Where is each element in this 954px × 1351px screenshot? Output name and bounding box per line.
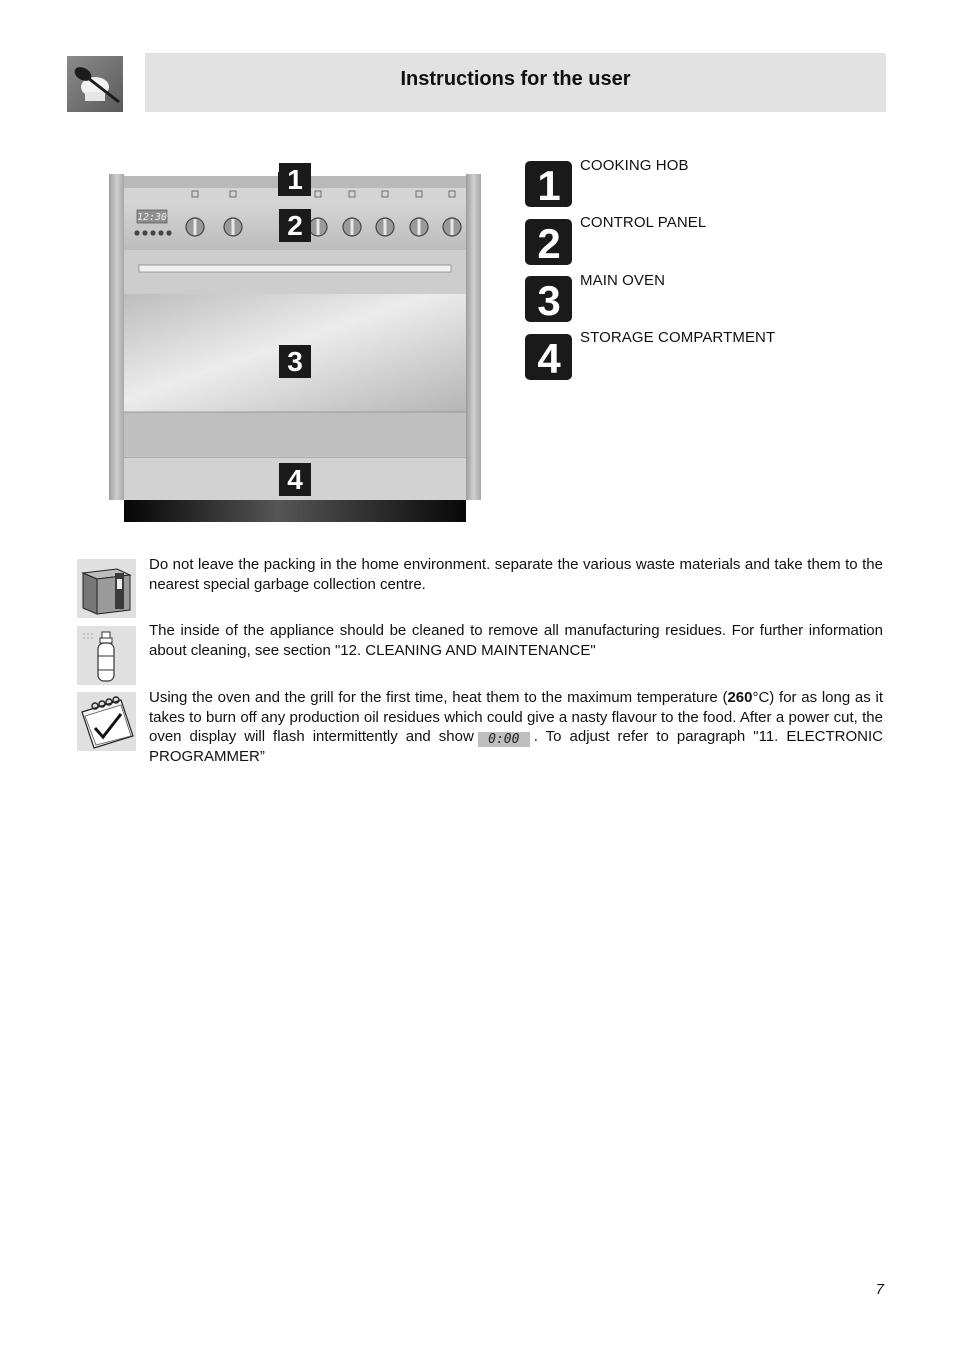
note-first-use-part-2: °C) for as long as it takes to burn off any production oil residues which could give a nasty flavour to the food. After a power cut, the oven display will flash intermittently and show	[149, 689, 883, 745]
legend-badge-2	[525, 219, 572, 265]
note-cleaning: The inside of the appliance should be cleaned to remove all manufacturing residues. For further information about cleaning, see section "12. CLEANING AND MAINTENANCE"	[149, 622, 883, 659]
legend-label-cooking-hob: COOKING HOB	[580, 157, 689, 174]
display-value: 0:00	[478, 732, 530, 747]
legend-number-3: 3	[537, 277, 561, 322]
cleaner-spray-icon	[77, 626, 136, 685]
note-first-use-part-1: Using the oven and the grill for the first time, heat them to the maximum temperature (	[149, 689, 728, 706]
legend-number-4: 4	[537, 335, 561, 380]
legend-label-main-oven: MAIN OVEN	[580, 272, 666, 289]
legend-number-2: 2	[537, 220, 561, 265]
callout-3: 3	[279, 345, 311, 378]
legend-label-storage-compartment: STORAGE COMPARTMENT	[580, 329, 776, 346]
note-first-use-part-3: . To adjust refer to paragraph "11. ELECTRONIC PROGRAMMER”	[149, 728, 883, 765]
callout-1: 1	[279, 163, 311, 196]
recycle-box-icon	[77, 559, 136, 618]
legend-number-1: 1	[537, 162, 561, 207]
cooker-illustration	[109, 164, 481, 524]
max-temperature: 260	[727, 689, 753, 706]
legend-badge-1	[525, 161, 572, 207]
legend-label-control-panel: CONTROL PANEL	[580, 214, 707, 231]
note-first-use	[149, 688, 883, 767]
page-number: 7	[875, 1281, 884, 1298]
logo-icon	[67, 56, 123, 112]
oven-display-time: 12:30	[136, 212, 168, 223]
callout-2: 2	[279, 209, 311, 242]
note-packing: Do not leave the packing in the home environment. separate the various waste materials and take them to the nearest special garbage collection centre.	[149, 556, 883, 593]
legend-badge-4	[525, 334, 572, 380]
callout-4: 4	[279, 463, 311, 496]
legend-badge-3	[525, 276, 572, 322]
page-title: Instructions for the user	[400, 68, 631, 90]
notepad-check-icon	[77, 692, 136, 751]
